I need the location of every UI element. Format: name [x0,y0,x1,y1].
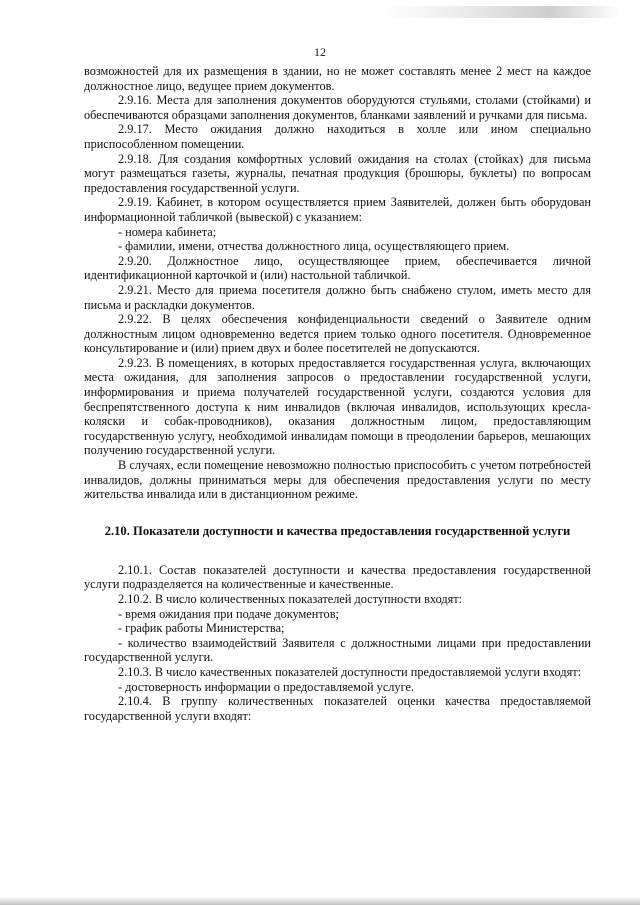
paragraph: 2.9.23. В помещениях, в которых предоставляется государственная услуга, включающих места ожидания, для заполнения запросов о предоставлении государственной услуги, информирования и приема получателей государственной услуги, создаются условия для беспрепятственного доступа к ним инвалидов (включая инвалидов, использующих кресла-коляски и собак-проводников), оказания должностным лицом, предоставляющим государственную услугу, необходимой инвалидам помощи в преодолении барьеров, мешающих получению государственной услуги. [84,355,591,458]
paragraph: 2.9.16. Места для заполнения документов оборудуются стульями, столами (стойками) и обеспечиваются образцами заполнения документов, бланками заявлений и ручками для письма. [84,93,591,122]
paragraph: возможностей для их размещения в здании, но не может составлять менее 2 мест на каждое должностное лицо, ведущее прием документов. [84,64,591,93]
paragraph: 2.9.21. Место для приема посетителя должно быть снабжено стулом, иметь место для письма и раскладки документов. [84,282,591,312]
page-number: 12 [314,45,326,59]
paragraph: 2.10.1. Состав показателей доступности и качества предоставления государственной услуги подразделяется на количественные и качественные. [84,562,591,592]
section-title: 2.10. Показатели доступности и качества предоставления государственной услуги [104,523,571,538]
paragraph: 2.9.22. В целях обеспечения конфиденциальности сведений о Заявителе одним должностным лицом одновременно ведется прием только одного посетителя. Одновременное консультирование и (или) прием двух и более посетителей не допускаются. [84,312,591,356]
paragraph: 2.10.3. В число качественных показателей доступности предоставляемой услуги входят: [118,664,582,679]
paragraph: 2.9.18. Для создания комфортных условий ожидания на столах (стойках) для письма могут размещаться газеты, журналы, печатная продукция (брошюры, буклеты) по вопросам предоставления государственной услуги. [84,151,591,195]
paragraphs-before-section [84,64,591,502]
paragraph: 2.10.4. В группу количественных показателей оценки качества предоставляемой государственной услуги входят: [84,694,591,723]
paragraph: В случаях, если помещение невозможно полностью приспособить с учетом потребностей инвалидов, должны приниматься меры для обеспечения предоставления услуги по месту жительства инвалида или в дистанционном режиме. [84,458,591,502]
paragraph: 2.10.2. В число количественных показателей доступности входят: [118,592,463,606]
paragraph: 2.9.20. Должностное лицо, осуществляющее прием, обеспечивается личной идентификационной карточкой и (или) настольной табличкой. [84,253,591,283]
paragraph: - количество взаимодействий Заявителя с должностными лицами при предоставлении государственной услуги. [84,635,591,665]
document-body [84,64,591,723]
paragraph: 2.9.19. Кабинет, в котором осуществляется прием Заявителей, должен быть оборудован информационной табличкой (вывеской) с указанием: [84,195,591,224]
paragraph: - график работы Министерства; [118,621,285,636]
paragraphs-after-section [84,563,591,724]
paragraph: - время ожидания при подаче документов; [118,606,339,621]
scan-artifact-top [385,6,620,18]
paragraph: - номера кабинета; [118,224,217,239]
paragraph: - фамилии, имени, отчества должностного лица, осуществляющего прием. [118,239,510,254]
scan-artifact-bottom [0,897,640,905]
paragraph: - достоверность информации о предоставляемой услуге. [118,679,414,694]
paragraph: 2.9.17. Место ожидания должно находиться в холле или ином специально приспособленном помещении. [84,122,591,151]
